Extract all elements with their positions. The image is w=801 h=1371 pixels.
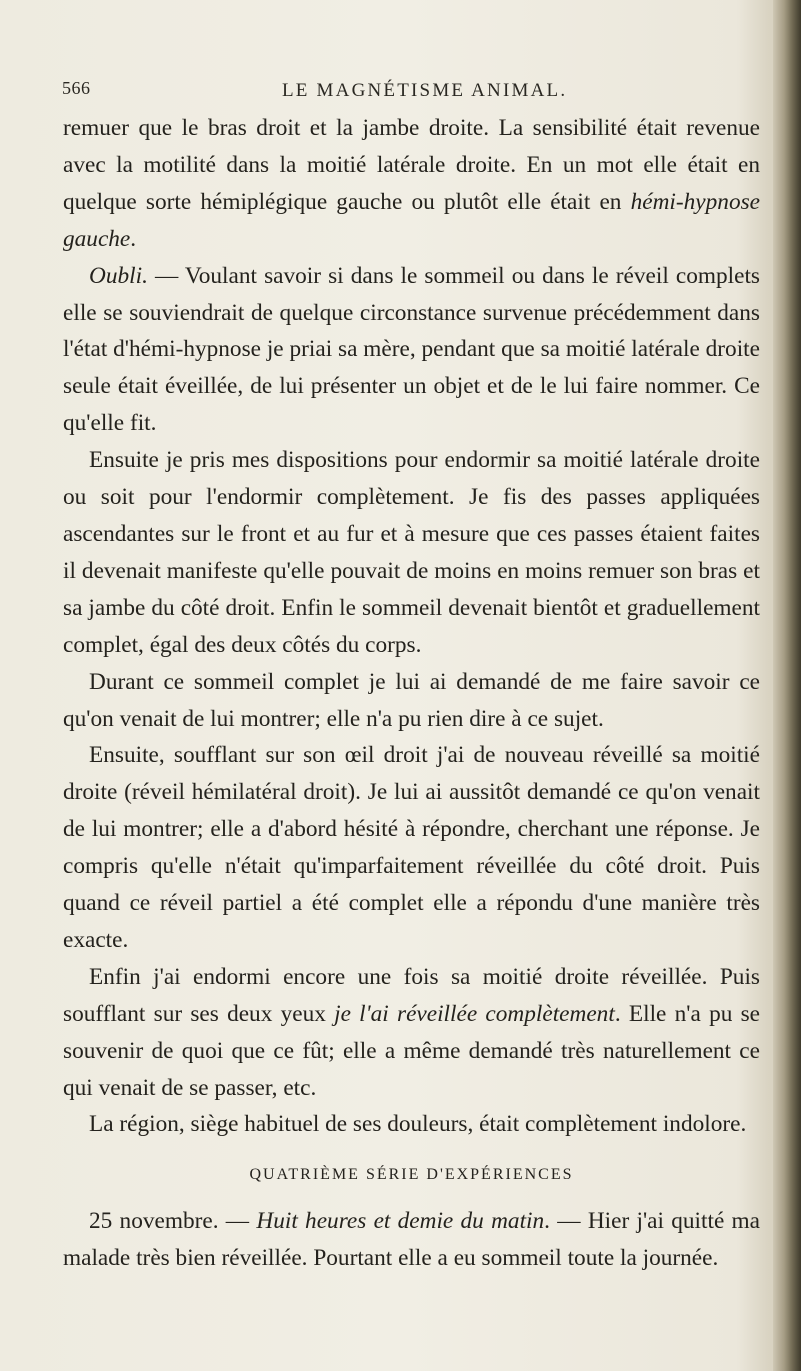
paragraph: La région, siège habituel de ses douleurs, était complètement indolore. bbox=[89, 1111, 747, 1138]
italic-term: hémi-hypnose gauche bbox=[63, 188, 760, 252]
page-number: 566 bbox=[62, 78, 91, 98]
paragraph: Enfin j'ai endormi encore une fois sa moitié droite réveillée. Puis soufflant sur ses deux yeux je l'ai réveillée complètement. Elle n'a pu se souvenir de quoi que ce fût; elle a même demandé très naturellement ce qui venait de se passer, etc. bbox=[63, 963, 761, 1101]
italic-term: Oubli. bbox=[89, 262, 148, 289]
body-text bbox=[63, 110, 760, 1277]
paragraph: Ensuite je pris mes dispositions pour endormir sa moitié latérale droite ou soit pour l'endormir complètement. Je fis des passes appliquées ascendantes sur le front et au fur et à mesure que ces passes étaient faites il devenait manifeste qu'elle pouvait de moins en moins remuer son bras et sa jambe du côté droit. Enfin le sommeil devenait bientôt et graduellement complet, égal des deux côtés du corps. bbox=[63, 447, 760, 658]
paragraph: remuer que le bras droit et la jambe droite. La sensibilité était revenue avec la motilité dans la moitié latérale droite. En un mot elle était en quelque sorte hémiplégique gauche ou plutôt elle était en hémi-hypnose gauche. bbox=[63, 115, 760, 252]
page-header bbox=[62, 78, 761, 108]
page-edge bbox=[773, 0, 801, 1371]
paragraph: Oubli. — Voulant savoir si dans le sommeil ou dans le réveil complets elle se souviendrait de quelque circonstance survenue précédemment dans l'état d'hémi-hypnose je priai sa mère, pendant que sa moitié latérale droite seule était éveillée, de lui présenter un objet et de le lui faire nommer. Ce qu'elle fit. bbox=[63, 262, 760, 437]
section-heading: QUATRIÈME SÉRIE D'EXPÉRIENCES bbox=[249, 1166, 574, 1184]
running-head: LE MAGNÉTISME ANIMAL. bbox=[282, 80, 568, 101]
dated-entry: 25 novembre. — Huit heures et demie du matin. — Hier j'ai quitté ma malade très bien réveillée. Pourtant elle a eu sommeil toute la journée. bbox=[63, 1208, 761, 1272]
italic-term: je l'ai réveillée complètement bbox=[334, 1000, 615, 1027]
italic-term: Huit heures et demie du matin bbox=[256, 1208, 545, 1235]
paragraph: Durant ce sommeil complet je lui ai demandé de me faire savoir ce qu'on venait de lui montrer; elle n'a pu rien dire à ce sujet. bbox=[63, 668, 760, 732]
paragraph: Ensuite, soufflant sur son œil droit j'ai de nouveau réveillé sa moitié droite (réveil hémilatéral droit). Je lui ai aussitôt demandé ce qu'on venait de lui montrer; elle a d'abord hésité à répondre, cherchant une réponse. Je compris qu'elle n'était qu'imparfaitement réveillée du côté droit. Puis quand ce réveil partiel a été complet elle a répondu d'une manière très exacte. bbox=[63, 742, 760, 953]
